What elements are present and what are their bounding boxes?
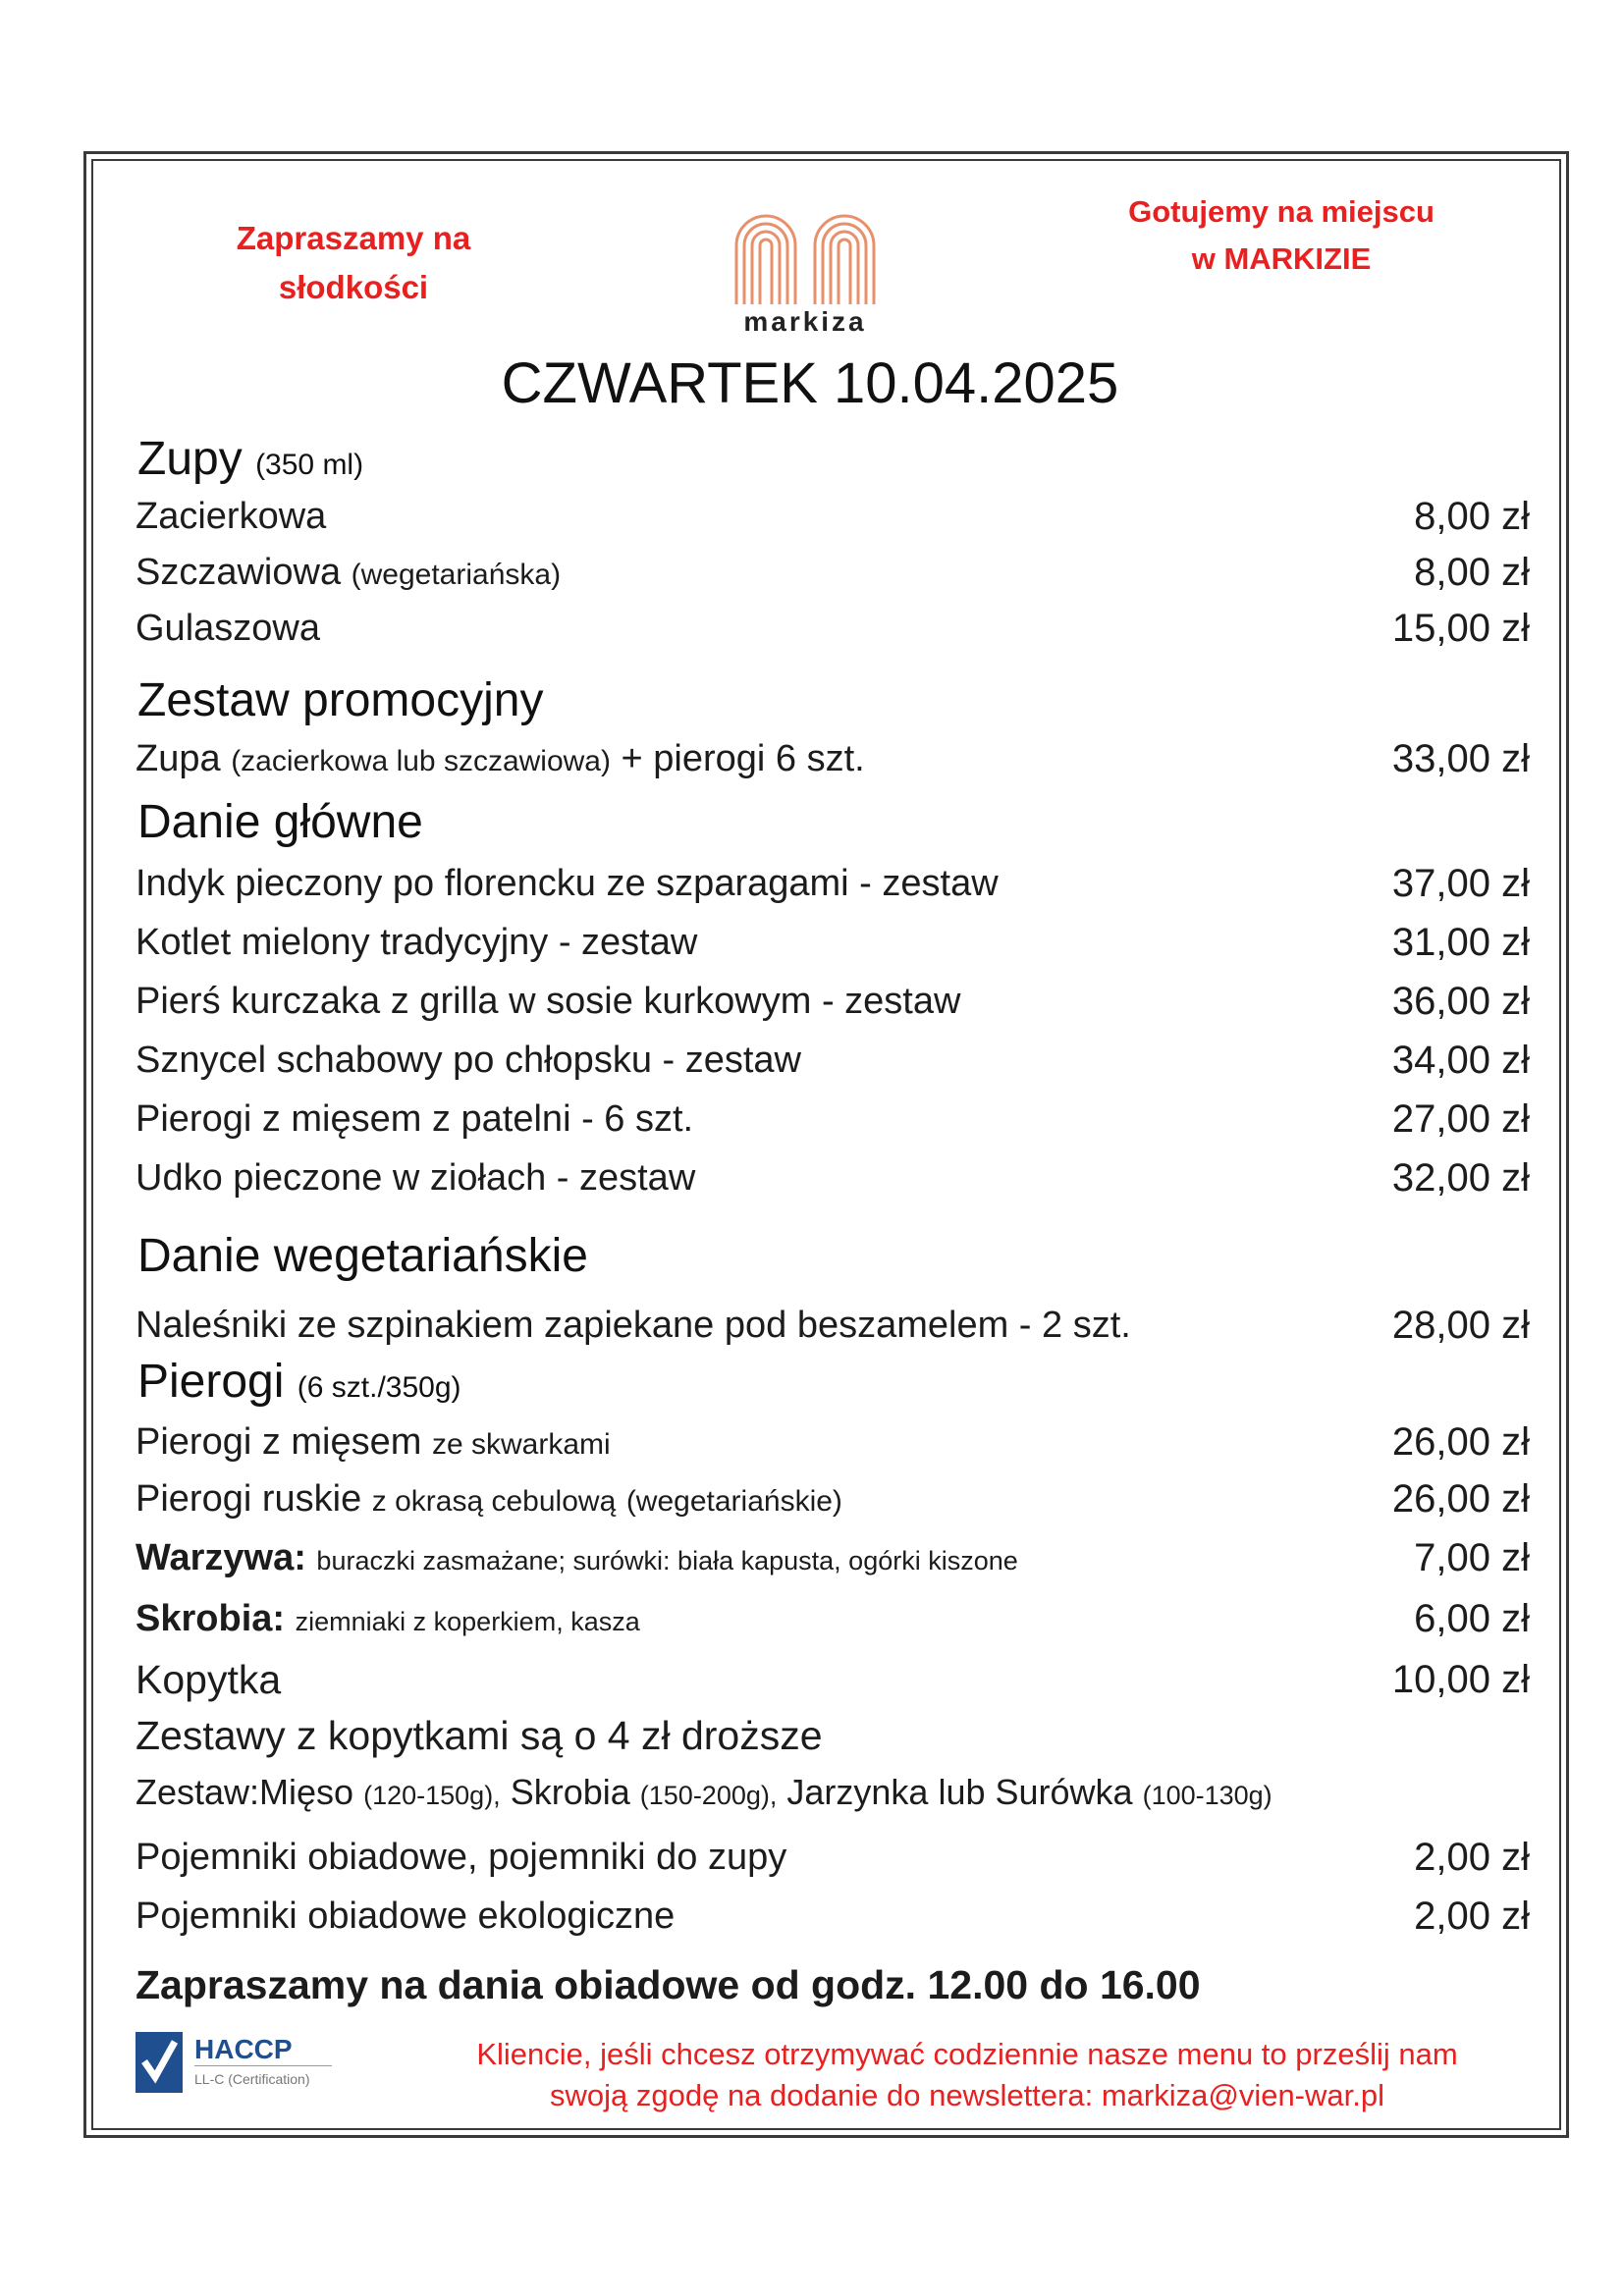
- menu-item: [135, 1150, 1530, 1205]
- section-note: (350 ml): [255, 449, 364, 481]
- item-price: 6,00 zł: [1414, 1597, 1530, 1640]
- newsletter-note: [412, 2034, 1522, 2116]
- item-price: 33,00 zł: [1391, 737, 1530, 780]
- cooking-note-line2: w MARKIZIE: [1191, 241, 1372, 276]
- section-title: Zupy: [137, 433, 243, 485]
- menu-item: [135, 1415, 1530, 1469]
- section-title: Danie wegetariańskie: [137, 1230, 588, 1282]
- section-pierogi: [137, 1353, 461, 1417]
- item-name: Kopytka: [135, 1657, 282, 1702]
- menu-item: [135, 1889, 1530, 1944]
- section-title: Danie główne: [137, 796, 423, 848]
- item-name: Warzywa: buraczki zasmażane; surówki: biała kapusta, ogórki kiszone: [135, 1537, 1018, 1578]
- item-price: 37,00 zł: [1391, 862, 1530, 905]
- section-zestaw: [137, 671, 543, 730]
- newsletter-line1: Kliencie, jeśli chcesz otrzymywać codziennie nasze menu to prześlij nam: [476, 2037, 1458, 2071]
- menu-item: [135, 731, 1530, 786]
- menu-item: [135, 1471, 1530, 1526]
- menu-item: [135, 1033, 1530, 1088]
- item-name: Pojemniki obiadowe ekologiczne: [135, 1896, 676, 1937]
- sweets-note: Zapraszamy na słodkości: [236, 220, 471, 305]
- item-name: Kotlet mielony tradycyjny - zestaw: [135, 922, 698, 963]
- item-name: Skrobia: ziemniaki z koperkiem, kasza: [135, 1598, 640, 1639]
- item-name: Pierogi z mięsem ze skwarkami: [135, 1421, 611, 1463]
- item-price: 31,00 zł: [1391, 921, 1530, 964]
- menu-item: [135, 1591, 1530, 1646]
- haccp-subtitle: LL-C (Certification): [194, 2071, 310, 2087]
- day-title: CZWARTEK 10.04.2025: [501, 351, 1119, 415]
- item-price: 8,00 zł: [1414, 495, 1530, 538]
- item-name: Indyk pieczony po florencku ze szparagami - zestaw: [135, 863, 999, 904]
- opening-hours: Zapraszamy na dania obiadowe od godz. 12.00 do 16.00: [135, 1962, 1201, 2007]
- item-price: 28,00 zł: [1391, 1304, 1530, 1347]
- menu-item: [135, 1830, 1530, 1885]
- newsletter-line2: swoją zgodę na dodanie do newslettera: markiza@vien-war.pl: [550, 2078, 1384, 2112]
- haccp-title: HACCP: [194, 2034, 293, 2064]
- item-price: 15,00 zł: [1391, 607, 1530, 650]
- item-name: Naleśniki ze szpinakiem zapiekane pod beszamelem - 2 szt.: [135, 1305, 1131, 1346]
- item-price: 2,00 zł: [1414, 1895, 1530, 1938]
- item-name: Pojemniki obiadowe, pojemniki do zupy: [135, 1837, 787, 1878]
- section-danie-wegetarianskie: [137, 1227, 588, 1286]
- item-price: 8,00 zł: [1414, 551, 1530, 594]
- zestaw-weights: Zestaw:Mięso (120-150g), Skrobia (150-200g), Jarzynka lub Surówka (100-130g): [135, 1772, 1272, 1812]
- kopytka-note: Zestawy z kopytkami są o 4 zł droższe: [135, 1713, 823, 1758]
- haccp-check-icon: [135, 2032, 183, 2093]
- item-price: 2,00 zł: [1414, 1836, 1530, 1879]
- item-price: 7,00 zł: [1414, 1536, 1530, 1579]
- cooking-note-line1: Gotujemy na miejscu: [1128, 194, 1435, 229]
- menu-item: [135, 601, 1530, 656]
- menu-item: [135, 1298, 1530, 1353]
- item-name: Pierogi ruskie z okrasą cebulową (wegetariańskie): [135, 1478, 842, 1520]
- item-name: Udko pieczone w ziołach - zestaw: [135, 1157, 696, 1199]
- section-title: Pierogi: [137, 1356, 285, 1408]
- section-note: (6 szt./350g): [297, 1371, 461, 1404]
- menu-item: [135, 915, 1530, 970]
- haccp-badge: [135, 2028, 342, 2097]
- section-title: Zestaw promocyjny: [137, 674, 544, 726]
- item-price: 27,00 zł: [1391, 1097, 1530, 1141]
- menu-item: [135, 545, 1530, 600]
- item-name: Zacierkowa: [135, 496, 327, 537]
- item-price: 10,00 zł: [1391, 1658, 1530, 1701]
- item-name: Szczawiowa (wegetariańska): [135, 552, 562, 593]
- item-name: Pierogi z mięsem z patelni - 6 szt.: [135, 1098, 694, 1140]
- menu-item: [135, 974, 1530, 1029]
- menu-item: [135, 1530, 1530, 1585]
- menu-item: [135, 1092, 1530, 1147]
- item-price: 26,00 zł: [1391, 1477, 1530, 1521]
- menu-item: [135, 489, 1530, 544]
- item-price: 36,00 zł: [1391, 980, 1530, 1023]
- item-name: Gulaszowa: [135, 608, 320, 649]
- cooking-note: [1119, 188, 1443, 283]
- item-price: 32,00 zł: [1391, 1156, 1530, 1200]
- section-danie-glowne: [137, 793, 423, 852]
- menu-item: [135, 856, 1530, 911]
- item-name: Sznycel schabowy po chłopsku - zestaw: [135, 1040, 801, 1081]
- item-price: 26,00 zł: [1391, 1420, 1530, 1464]
- menu-item: [135, 1652, 1530, 1707]
- section-zupy: [137, 430, 363, 495]
- item-name: Zupa (zacierkowa lub szczawiowa) + pierogi 6 szt.: [135, 738, 865, 779]
- item-price: 34,00 zł: [1391, 1039, 1530, 1082]
- logo-text: markiza: [743, 306, 867, 337]
- item-name: Pierś kurczaka z grilla w sosie kurkowym - zestaw: [135, 981, 961, 1022]
